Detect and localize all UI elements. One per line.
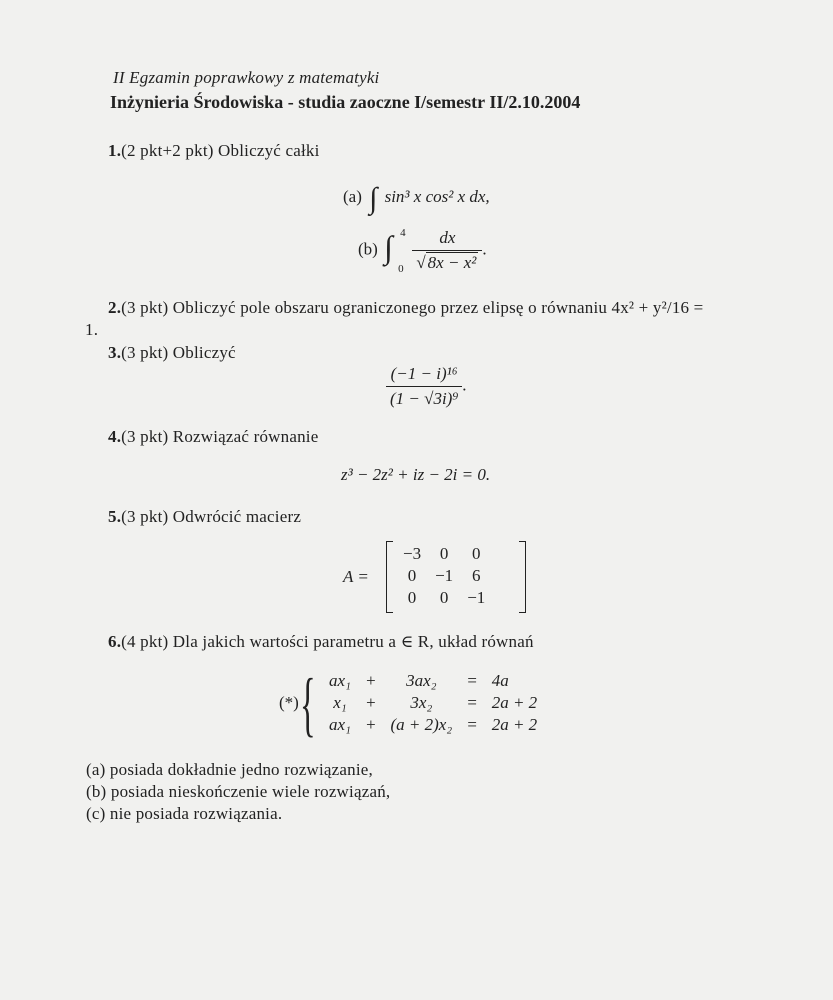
problem-4 <box>108 427 318 447</box>
integral-sign-icon: ∫ <box>369 182 378 215</box>
matrix-cell: −1 <box>467 588 486 607</box>
system-cell: 3ax₂ <box>406 671 437 690</box>
system-label: (*) <box>279 693 299 712</box>
left-brace-icon: { <box>300 664 316 744</box>
matrix-cell: −3 <box>403 544 422 563</box>
problem-2 <box>108 298 703 318</box>
integral-b: (b) ∫ 4 0 $\frac{dx}{\text{√ 8x − x²}}$ . <box>358 226 487 275</box>
matrix-cell: 0 <box>471 544 481 563</box>
system-cell: (a + 2)x₂ <box>390 715 453 734</box>
problem-3 <box>108 343 236 363</box>
problem-6 <box>108 632 534 652</box>
part-label: (a) <box>343 187 362 206</box>
problem-text: (3 pkt) Obliczyć pole obszaru ograniczonego przez elipsę o równaniu 4x² + y²/16 = <box>121 298 704 317</box>
system-cell: + <box>364 693 377 712</box>
system-cell: ax₁ <box>329 671 351 690</box>
right-bracket-icon <box>519 541 526 613</box>
option-c: (c) nie posiada rozwiązania. <box>86 804 283 823</box>
matrix-cell: 6 <box>471 566 481 585</box>
exam-subtitle: Inżynieria Środowiska - studia zaoczne I/semestr II/2.10.2004 <box>110 92 581 112</box>
equation: z³ − 2z² + iz − 2i = 0. <box>341 465 491 484</box>
system-cell: x₁ <box>333 693 347 712</box>
problem-text: (3 pkt) Rozwiązać równanie <box>121 427 319 446</box>
system-cell: ax₁ <box>329 715 351 734</box>
matrix-row <box>396 587 492 609</box>
matrix-cell: 0 <box>407 588 417 607</box>
problem-text: (4 pkt) Dla jakich wartości parametru a ∈ R, układ równań <box>121 632 534 651</box>
system-cell: 3x₂ <box>410 693 433 712</box>
problem-number: 4. <box>108 427 122 446</box>
problem-number: 2. <box>108 298 122 317</box>
integrand: sin³ x cos² x dx, <box>384 187 490 206</box>
matrix <box>386 541 526 613</box>
system-cell: 4a <box>491 671 509 690</box>
problem-number: 3. <box>108 343 122 362</box>
option-b: (b) posiada nieskończenie wiele rozwiązań, <box>86 782 391 801</box>
equation-system <box>322 670 544 736</box>
matrix-label: A = <box>343 567 369 586</box>
exam-title: II Egzamin poprawkowy z matematyki <box>113 68 380 87</box>
part-label: (b) <box>358 239 378 259</box>
system-cell: + <box>364 715 377 734</box>
system-cell: + <box>364 671 377 690</box>
fraction-numerator: dx <box>412 228 482 251</box>
system-row <box>322 714 544 736</box>
matrix-cell: 0 <box>439 544 449 563</box>
problem-5 <box>108 507 301 527</box>
fraction-denominator: (1 − √3i)⁹ <box>390 389 459 408</box>
system-cell: = <box>466 671 478 690</box>
system-cell: = <box>466 693 478 712</box>
fraction-denominator: 8x − x² <box>427 253 477 272</box>
problem-1 <box>108 141 320 161</box>
problem-text: (2 pkt+2 pkt) Obliczyć całki <box>121 141 320 160</box>
option-a: (a) posiada dokładnie jedno rozwiązanie, <box>86 760 373 779</box>
matrix-cell: −1 <box>435 566 454 585</box>
left-bracket-icon <box>386 541 393 613</box>
problem-number: 6. <box>108 632 122 651</box>
system-row <box>322 670 544 692</box>
system-row <box>322 692 544 714</box>
problem-text: (3 pkt) Obliczyć <box>121 343 236 362</box>
integral-sign-icon: ∫ <box>384 228 393 265</box>
problem-number: 1. <box>108 141 122 160</box>
matrix-cell: 0 <box>407 566 417 585</box>
integral-a <box>343 182 490 216</box>
system-cell: 2a + 2 <box>491 693 538 712</box>
matrix-cell: 0 <box>439 588 449 607</box>
upper-limit: 4 <box>400 226 406 239</box>
matrix-row <box>396 543 492 565</box>
problem-number: 5. <box>108 507 122 526</box>
system-cell: = <box>466 715 478 734</box>
complex-fraction: $\frac{\text{(−1 − i)¹⁶}}{\text{(1 − √3i)⁹}}$ . <box>386 364 467 409</box>
fraction-numerator: (−1 − i)¹⁶ <box>386 364 462 387</box>
problem-2-continuation: 1. <box>85 320 99 339</box>
lower-limit: 0 <box>398 262 404 275</box>
matrix-row <box>396 565 492 587</box>
system-cell: 2a + 2 <box>491 715 538 734</box>
problem-text: (3 pkt) Odwrócić macierz <box>121 507 302 526</box>
